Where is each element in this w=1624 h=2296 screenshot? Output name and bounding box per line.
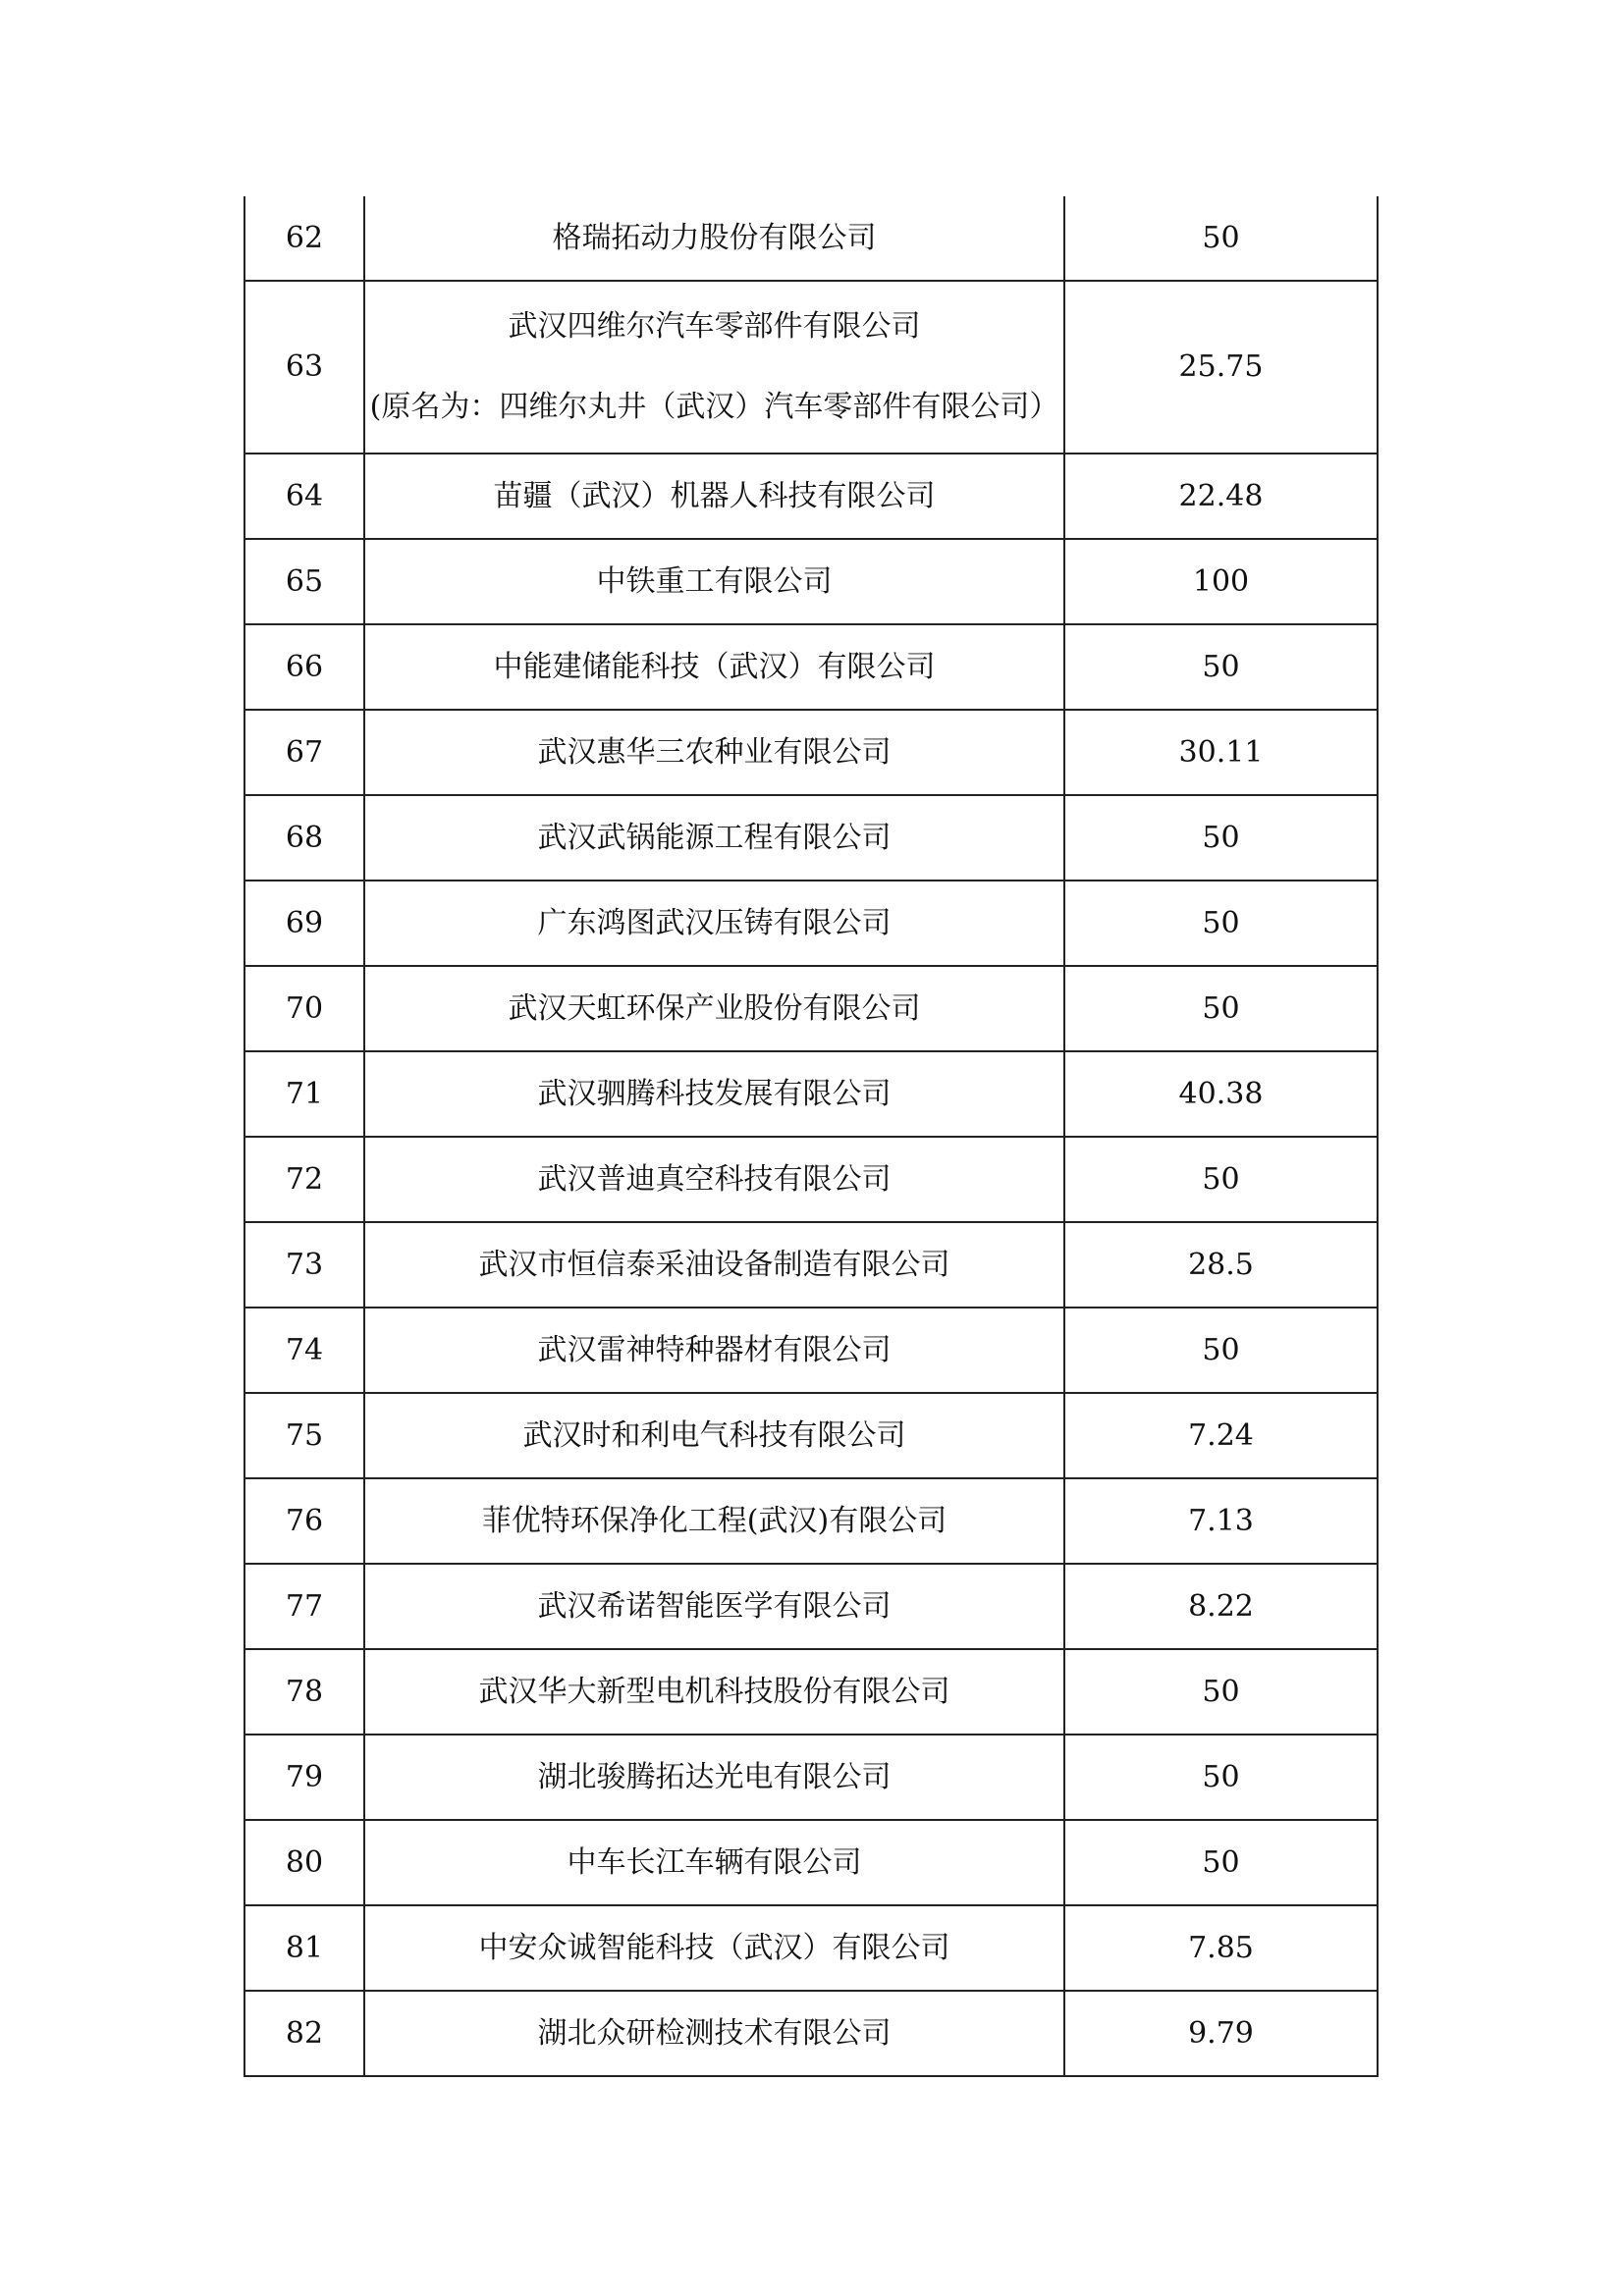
row-number-cell: 66 [244, 624, 364, 710]
table-row [244, 539, 1378, 624]
company-name-line: 武汉驷腾科技发展有限公司 [537, 1076, 892, 1111]
company-name-cell [364, 281, 1064, 454]
company-name-cell [364, 1222, 1064, 1308]
company-name-line: 武汉希诺智能医学有限公司 [537, 1588, 892, 1624]
company-name-line: 武汉惠华三农种业有限公司 [537, 734, 892, 770]
company-name-line: 武汉四维尔汽车零部件有限公司 [508, 309, 921, 344]
company-name-cell [364, 1991, 1064, 2076]
row-number-cell: 82 [244, 1991, 364, 2076]
company-name-line: 武汉天虹环保产业股份有限公司 [508, 990, 921, 1026]
company-name-cell [364, 196, 1064, 281]
company-name-cell [364, 1308, 1064, 1393]
amount-cell: 50 [1064, 196, 1378, 281]
table-row [244, 454, 1378, 539]
row-number-cell: 72 [244, 1137, 364, 1222]
company-name-line: 中铁重工有限公司 [596, 563, 833, 599]
company-name-cell [364, 1735, 1064, 1820]
table-row [244, 1649, 1378, 1735]
company-name-cell [364, 966, 1064, 1051]
table-row [244, 1991, 1378, 2076]
company-name-line: 湖北骏腾拓达光电有限公司 [537, 1759, 892, 1794]
table-row [244, 1735, 1378, 1820]
row-number-cell: 63 [244, 281, 364, 454]
company-name-cell [364, 795, 1064, 881]
company-name-line: 中能建储能科技（武汉）有限公司 [493, 649, 936, 684]
table-row [244, 1564, 1378, 1649]
row-number-cell: 77 [244, 1564, 364, 1649]
table-row [244, 795, 1378, 881]
company-name-line: (原名为：四维尔丸井（武汉）汽车零部件有限公司） [369, 390, 1059, 424]
company-name-line: 菲优特环保净化工程(武汉)有限公司 [481, 1503, 947, 1538]
company-name-cell [364, 624, 1064, 710]
row-number-cell: 67 [244, 710, 364, 795]
company-name-cell [364, 1478, 1064, 1564]
amount-cell: 50 [1064, 1649, 1378, 1735]
amount-cell: 7.85 [1064, 1905, 1378, 1991]
company-name-cell [364, 1649, 1064, 1735]
amount-cell: 50 [1064, 966, 1378, 1051]
company-name-line: 武汉时和利电气科技有限公司 [522, 1417, 906, 1453]
amount-cell: 8.22 [1064, 1564, 1378, 1649]
amount-cell: 22.48 [1064, 454, 1378, 539]
table-row [244, 196, 1378, 281]
amount-cell: 9.79 [1064, 1991, 1378, 2076]
company-name-line: 武汉华大新型电机科技股份有限公司 [478, 1674, 950, 1709]
amount-cell: 50 [1064, 1735, 1378, 1820]
amount-cell: 7.24 [1064, 1393, 1378, 1478]
company-name-cell [364, 1905, 1064, 1991]
table-row [244, 1478, 1378, 1564]
row-number-cell: 74 [244, 1308, 364, 1393]
row-number-cell: 79 [244, 1735, 364, 1820]
row-number-cell: 76 [244, 1478, 364, 1564]
row-number-cell: 81 [244, 1905, 364, 1991]
table-row [244, 1393, 1378, 1478]
amount-cell: 30.11 [1064, 710, 1378, 795]
amount-cell: 100 [1064, 539, 1378, 624]
company-name-cell [364, 454, 1064, 539]
amount-cell: 28.5 [1064, 1222, 1378, 1308]
amount-cell: 50 [1064, 624, 1378, 710]
company-name-cell [364, 1564, 1064, 1649]
table-row [244, 1137, 1378, 1222]
company-name-line: 武汉武锅能源工程有限公司 [537, 820, 892, 855]
row-number-cell: 70 [244, 966, 364, 1051]
company-name-cell [364, 1393, 1064, 1478]
amount-cell: 7.13 [1064, 1478, 1378, 1564]
company-name-line: 中安众诚智能科技（武汉）有限公司 [478, 1930, 950, 1965]
table-row [244, 881, 1378, 966]
row-number-cell: 78 [244, 1649, 364, 1735]
row-number-cell: 75 [244, 1393, 364, 1478]
company-name-line: 武汉普迪真空科技有限公司 [537, 1161, 892, 1197]
row-number-cell: 68 [244, 795, 364, 881]
table-row [244, 1820, 1378, 1905]
company-name-line: 武汉雷神特种器材有限公司 [537, 1332, 892, 1367]
company-name-cell [364, 1137, 1064, 1222]
row-number-cell: 64 [244, 454, 364, 539]
amount-cell: 25.75 [1064, 281, 1378, 454]
table-row [244, 281, 1378, 454]
company-name-cell [364, 539, 1064, 624]
table-row [244, 1222, 1378, 1308]
row-number-cell: 73 [244, 1222, 364, 1308]
row-number-cell: 80 [244, 1820, 364, 1905]
table-row [244, 624, 1378, 710]
company-name-line: 格瑞拓动力股份有限公司 [552, 220, 877, 255]
amount-cell: 50 [1064, 881, 1378, 966]
table-row [244, 1051, 1378, 1137]
amount-cell: 50 [1064, 1308, 1378, 1393]
company-name-line: 广东鸿图武汉压铸有限公司 [537, 905, 892, 940]
table-row [244, 966, 1378, 1051]
company-name-line: 武汉市恒信泰采油设备制造有限公司 [478, 1247, 950, 1282]
table-row [244, 1905, 1378, 1991]
row-number-cell: 69 [244, 881, 364, 966]
table-row [244, 710, 1378, 795]
company-name-line: 苗疆（武汉）机器人科技有限公司 [493, 478, 936, 513]
company-table [244, 196, 1379, 2077]
row-number-cell: 71 [244, 1051, 364, 1137]
amount-cell: 50 [1064, 1137, 1378, 1222]
company-name-cell [364, 710, 1064, 795]
company-name-line: 湖北众研检测技术有限公司 [537, 2015, 892, 2051]
amount-cell: 50 [1064, 795, 1378, 881]
row-number-cell: 65 [244, 539, 364, 624]
amount-cell: 40.38 [1064, 1051, 1378, 1137]
amount-cell: 50 [1064, 1820, 1378, 1905]
company-name-line: 中车长江车辆有限公司 [567, 1844, 862, 1880]
company-name-cell [364, 1051, 1064, 1137]
company-name-cell [364, 1820, 1064, 1905]
table-row [244, 1308, 1378, 1393]
company-name-cell [364, 881, 1064, 966]
table-body [244, 196, 1378, 2076]
row-number-cell: 62 [244, 196, 364, 281]
